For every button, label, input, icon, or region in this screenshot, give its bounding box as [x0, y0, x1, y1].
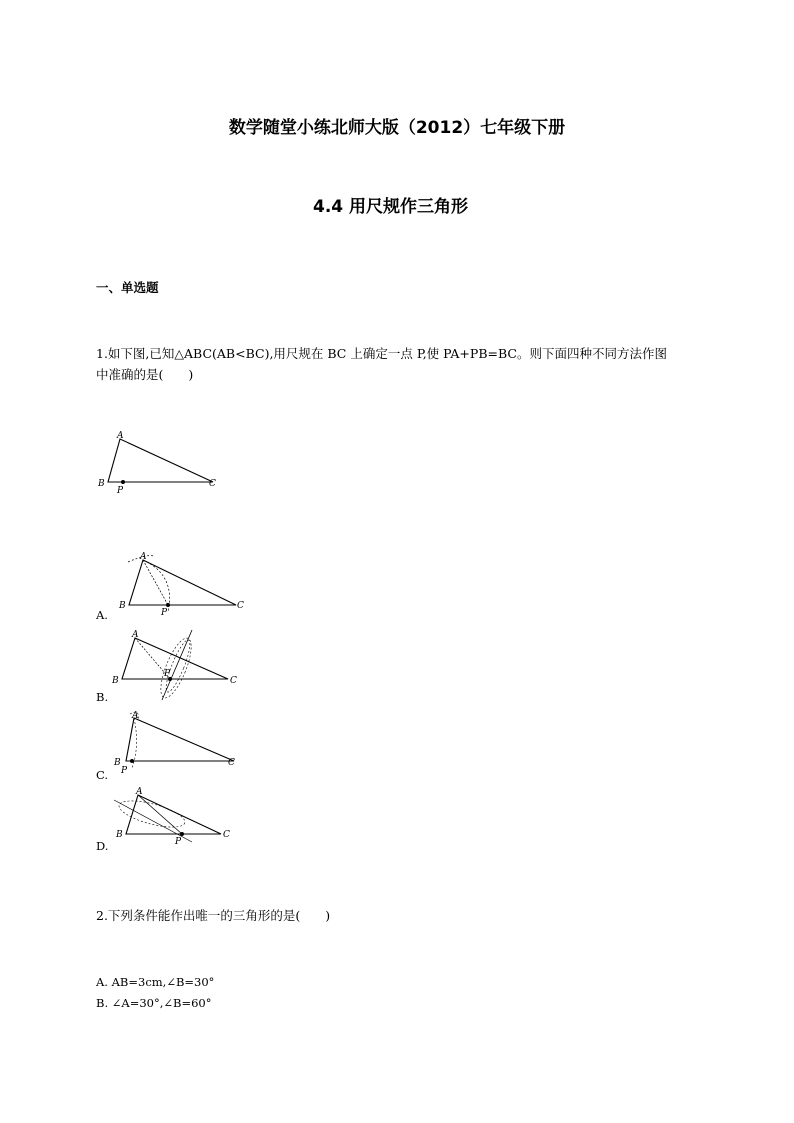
triangle-abc [108, 439, 213, 482]
option-c-figure [110, 706, 245, 776]
option-c-point-p [130, 759, 134, 763]
option-c-label-b: B [114, 758, 121, 768]
option-a-triangle [129, 560, 236, 605]
option-c-label-a: A [132, 711, 139, 721]
point-p [121, 480, 125, 484]
option-a-label-c: C [237, 601, 244, 611]
document-title: 数学随堂小练北师大版（2012）七年级下册 [228, 118, 566, 138]
option-b-figure [110, 628, 245, 703]
option-c-label: C. [96, 768, 109, 782]
option-d-label-c: C [223, 830, 230, 840]
option-b-label-b: B [112, 676, 119, 686]
question-2-stem: 2.下列条件能作出唯一的三角形的是( ) [96, 908, 331, 923]
option-a-line-ap [143, 560, 168, 605]
option-a-figure [116, 550, 251, 615]
option-c-triangle [126, 718, 234, 761]
option-a-point-p [166, 603, 170, 607]
option-d-point-p [180, 832, 184, 836]
option-d-figure [110, 784, 245, 849]
question-2-option-b: B. ∠A=30°,∠B=60° [96, 996, 212, 1010]
option-b-label: B. [96, 690, 109, 704]
label-c: C [209, 479, 216, 489]
option-b-arc-2 [162, 638, 194, 694]
option-b-label-a: A [132, 630, 139, 640]
lesson-title: 4.4 用尺规作三角形 [313, 197, 469, 217]
label-p: P [117, 486, 124, 496]
option-d-label: D. [96, 839, 109, 853]
option-b-label-c: C [230, 676, 237, 686]
label-b: B [98, 479, 105, 489]
label-a: A [117, 431, 124, 441]
option-b-label-p: P [164, 669, 171, 679]
question-1-line-2: 中准确的是( ) [96, 367, 194, 382]
option-a-label-a: A [140, 552, 147, 562]
option-a-label: A. [96, 608, 108, 622]
option-d-bisector [114, 800, 192, 842]
option-c-label-p: P [121, 766, 128, 776]
triangle-figure [95, 428, 225, 498]
option-d-label-b: B [116, 830, 123, 840]
option-d-label-p: P [175, 837, 182, 847]
section-heading: 一、单选题 [96, 280, 159, 295]
option-a-label-b: B [119, 601, 126, 611]
question-1-line-1: 1.如下图,已知△ABC(AB<BC),用尺规在 BC 上确定一点 P,使 PA+PB=BC。则下面四种不同方法作图 [96, 346, 667, 361]
option-c-label-c: C [228, 758, 235, 768]
option-a-label-p: P [161, 608, 168, 615]
option-d-label-a: A [136, 787, 143, 797]
question-2-option-a: A. AB=3cm,∠B=30° [96, 975, 215, 989]
option-d-line-ap [138, 795, 182, 834]
